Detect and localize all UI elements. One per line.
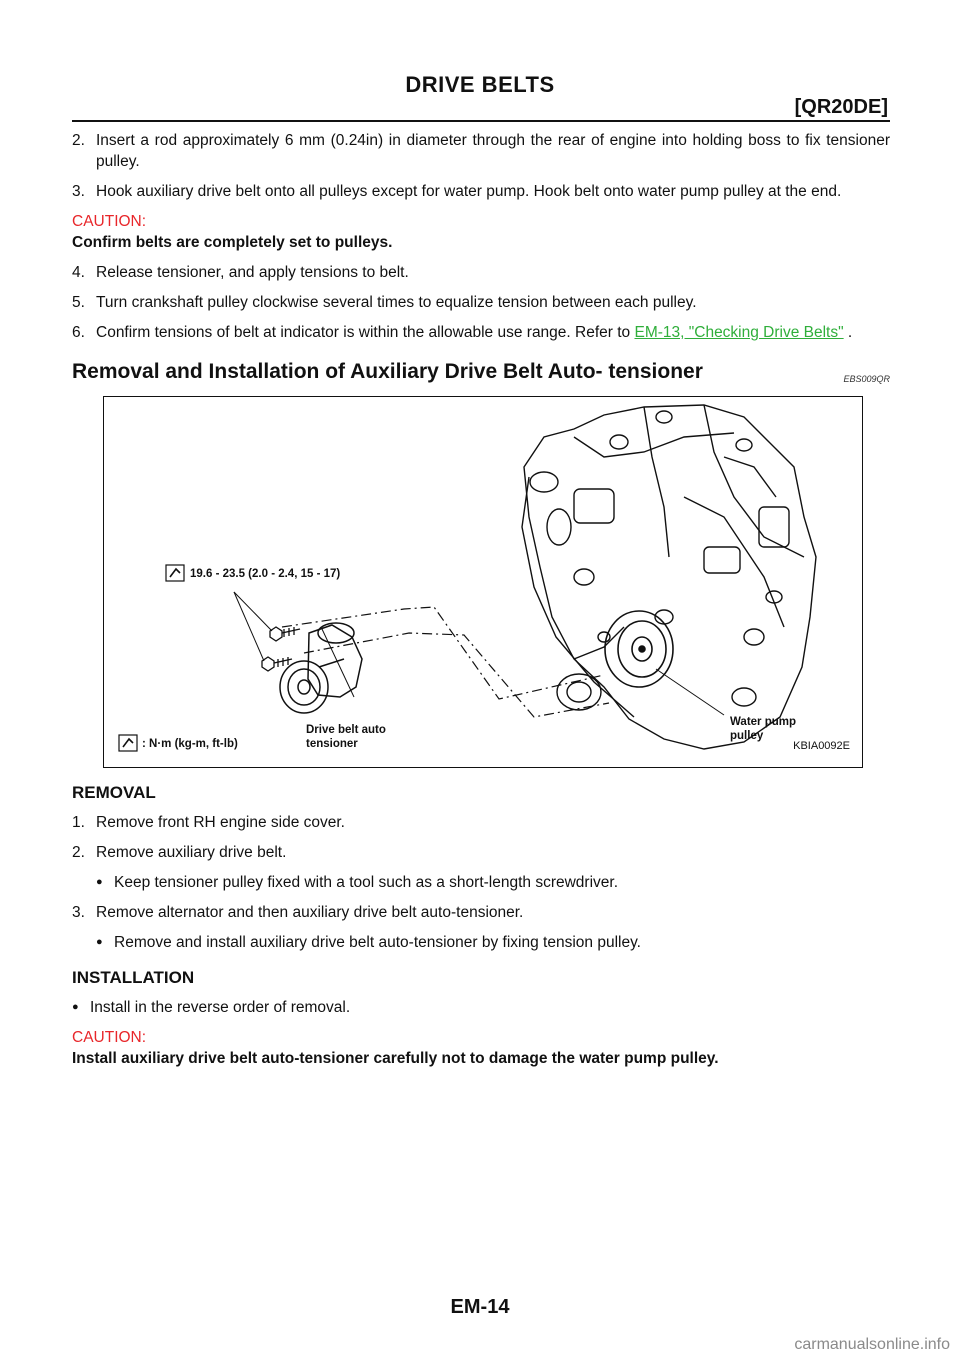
- bullet-text: Keep tensioner pulley fixed with a tool such as a short-length screwdriver.: [114, 874, 619, 891]
- torque-icon: [166, 565, 184, 581]
- step-number: 3.: [72, 904, 85, 921]
- removal-step-2: [72, 842, 890, 863]
- caution-text-2: Install auxiliary drive belt auto-tensioner carefully not to damage the water pump pulley.: [72, 1050, 719, 1067]
- bullet-dot-icon: ●: [96, 876, 103, 888]
- tensioner-label-2: tensioner: [306, 738, 358, 750]
- step-6-text: Confirm tensions of belt at indicator is within the allowable use range. Refer to: [96, 324, 635, 341]
- step-4: [72, 262, 890, 283]
- page-content: [72, 130, 890, 1078]
- engine-illustration: [103, 396, 863, 768]
- torque-spec: 19.6 - 23.5 (2.0 - 2.4, 15 - 17): [190, 568, 341, 580]
- step-number: 1.: [72, 814, 85, 831]
- step-number: 6.: [72, 324, 85, 341]
- bullet-dot-icon: ●: [72, 1001, 79, 1013]
- step-5: [72, 292, 890, 313]
- engine-block: [522, 405, 816, 749]
- step-6: [72, 322, 890, 343]
- step-text: Release tensioner, and apply tensions to belt.: [96, 264, 409, 281]
- step-text: Remove auxiliary drive belt.: [96, 844, 287, 861]
- site-watermark: carmanualsonline.info: [794, 1336, 950, 1353]
- caution-label: CAUTION:: [72, 213, 147, 230]
- torque-legend-icon: [119, 735, 137, 751]
- bolts: [262, 627, 300, 671]
- removal-bullet-3: [96, 932, 890, 953]
- removal-heading: REMOVAL: [72, 783, 156, 802]
- step-number: 2.: [72, 844, 85, 861]
- step-6-tail: .: [843, 324, 853, 341]
- step-number: 4.: [72, 264, 85, 281]
- tensioner-label-1: Drive belt auto: [306, 724, 386, 736]
- removal-step-1: [72, 812, 890, 833]
- step-number: 2.: [72, 132, 85, 149]
- pulley-label-1: Water pump: [730, 716, 797, 728]
- auto-tensioner: [280, 623, 362, 713]
- removal-bullet-2: [96, 872, 890, 893]
- step-text: Turn crankshaft pulley clockwise several times to equalize tension between each pulley.: [96, 294, 697, 311]
- step-3: [72, 181, 890, 202]
- step-text: Insert a rod approximately 6 mm (0.24in) in diameter through the rear of engine into holding boss to fix tensioner pulley.: [96, 132, 890, 170]
- header-rule: [72, 120, 890, 122]
- engine-drawing: [104, 397, 864, 769]
- bullet-dot-icon: ●: [96, 936, 103, 948]
- caution-text: Confirm belts are completely set to pulleys.: [72, 234, 393, 251]
- section-code: EBS009QR: [843, 374, 890, 384]
- caution-label-2: CAUTION:: [72, 1029, 147, 1046]
- section-heading: [72, 361, 890, 382]
- checking-drive-belts-link[interactable]: EM-13, "Checking Drive Belts": [634, 324, 844, 341]
- water-pump-pulley: [605, 611, 673, 687]
- step-text: Remove alternator and then auxiliary drive belt auto-tensioner.: [96, 904, 524, 921]
- step-text: [96, 322, 890, 343]
- bullet-text: Install in the reverse order of removal.: [90, 999, 351, 1016]
- engine-code: [QR20DE]: [794, 96, 888, 118]
- step-number: 5.: [72, 294, 85, 311]
- step-2: [72, 130, 890, 172]
- installation-heading: INSTALLATION: [72, 968, 195, 987]
- bullet-text: Remove and install auxiliary drive belt auto-tensioner by fixing tension pulley.: [114, 934, 641, 951]
- step-number: 3.: [72, 183, 85, 200]
- installation-bullet: [72, 997, 890, 1018]
- torque-legend: : N·m (kg-m, ft-lb): [142, 738, 238, 750]
- step-text: Hook auxiliary drive belt onto all pulleys except for water pump. Hook belt onto water pump pulley at the end.: [96, 183, 842, 200]
- page-title: DRIVE BELTS: [405, 72, 555, 97]
- figure-id: KBIA0092E: [793, 740, 850, 752]
- pulley-label-2: pulley: [730, 730, 764, 742]
- removal-step-3: [72, 902, 890, 923]
- page-number: EM-14: [450, 1296, 510, 1318]
- step-text: Remove front RH engine side cover.: [96, 814, 345, 831]
- section-title: Removal and Installation of Auxiliary Drive Belt Auto- tensioner: [72, 360, 703, 383]
